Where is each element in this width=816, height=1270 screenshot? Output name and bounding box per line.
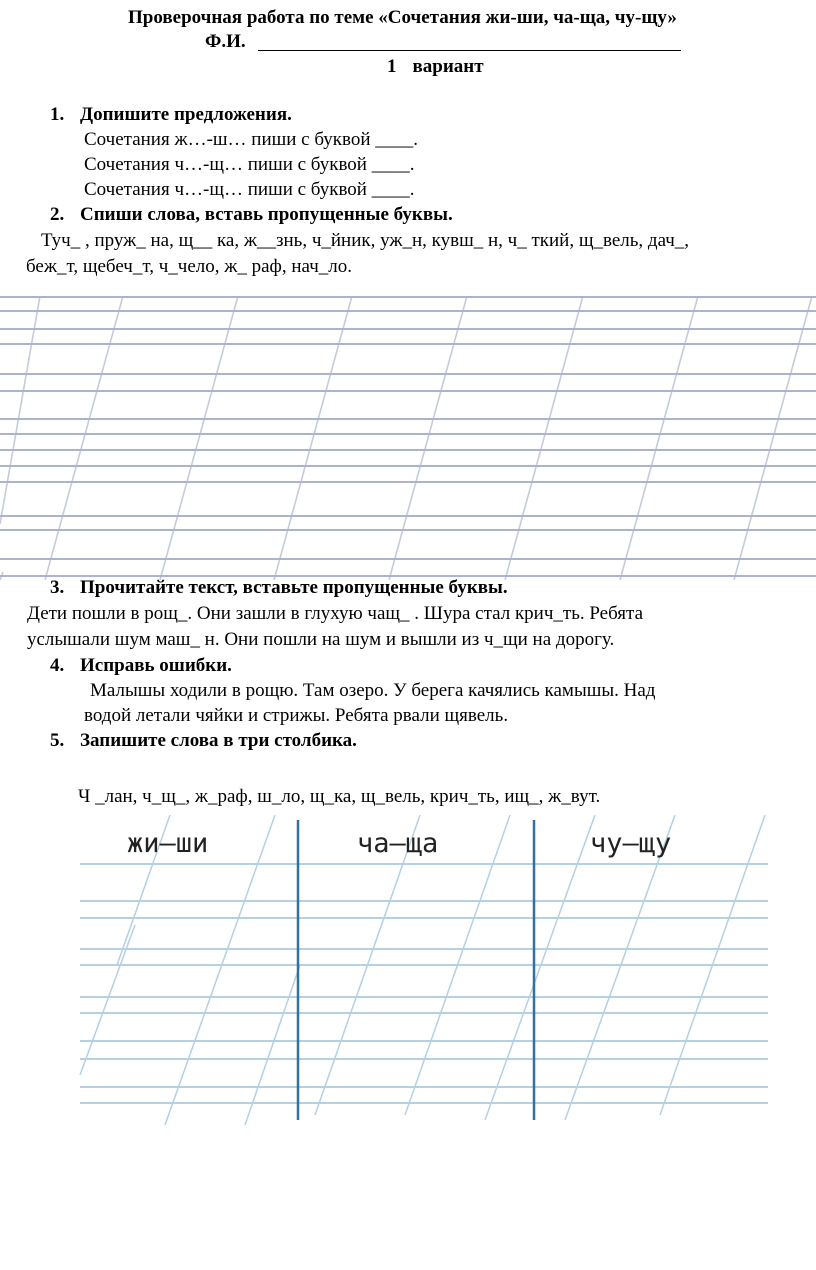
- task1-line-2: Сочетания ч…-щ… пиши с буквой ____.: [84, 154, 415, 175]
- task4-text-line-1: Малышы ходили в рощю. Там озеро. У берега качялись камышы. Над: [90, 680, 656, 701]
- task4-title: Исправь ошибки.: [80, 655, 232, 676]
- task4-heading: [50, 655, 232, 677]
- task3-number: 3.: [50, 577, 65, 598]
- task2-words-line-2: беж_т, щебеч_т, ч_чело, ж_ раф, нач_ло.: [26, 256, 352, 277]
- task1-line-3: Сочетания ч…-щ… пиши с буквой ____.: [84, 179, 415, 200]
- task5-word-list: Ч _лан, ч_щ_, ж_раф, ш_ло, щ_ка, щ_вель, крич_ть, ищ_, ж_вут.: [78, 786, 601, 807]
- writing-grid-columns[interactable]: [75, 815, 775, 1125]
- task1-heading: [50, 104, 292, 126]
- column-header-zhi-shi: жи–ши: [127, 828, 209, 859]
- task2-words-line-1: Туч_ , пруж_ на, щ__ ка, ж__знь, ч_йник, уж_н, кувш_ н, ч_ ткий, щ_вель, дач_,: [41, 230, 690, 251]
- column-header-cha-shcha: ча–ща: [357, 828, 439, 859]
- task2-heading: [50, 204, 453, 226]
- task2-number: 2.: [50, 204, 65, 225]
- variant-number: 1: [387, 56, 397, 77]
- variant-word: вариант: [412, 56, 484, 77]
- task4-number: 4.: [50, 655, 65, 676]
- task5-title: Запишите слова в три столбика.: [80, 730, 357, 751]
- task2-title: Спиши слова, вставь пропущенные буквы.: [80, 204, 453, 225]
- variant-label: [387, 56, 484, 78]
- task1-line-1: Сочетания ж…-ш… пиши с буквой ____.: [84, 129, 419, 150]
- page-title: Проверочная работа по теме «Сочетания жи-ши, ча-ща, чу-щу»: [128, 7, 677, 28]
- column-header-chu-shchu: чу–щу: [590, 828, 672, 859]
- task3-title: Прочитайте текст, вставьте пропущенные буквы.: [80, 577, 508, 598]
- task3-text-line-1: Дети пошли в рощ_. Они зашли в глухую чащ_ . Шура стал крич_ть. Ребята: [27, 603, 644, 624]
- task5-number: 5.: [50, 730, 65, 751]
- task5-heading: [50, 730, 357, 752]
- task3-heading: [50, 577, 508, 599]
- fio-label: Ф.И.: [205, 31, 246, 52]
- task1-title: Допишите предложения.: [80, 104, 292, 125]
- fio-blank-line[interactable]: [258, 50, 681, 51]
- writing-grid-task2[interactable]: [0, 296, 816, 580]
- task4-text-line-2: водой летали чяйки и стрижы. Ребята рвали щявель.: [84, 705, 509, 726]
- task1-number: 1.: [50, 104, 65, 125]
- task3-text-line-2: услышали шум маш_ н. Они пошли на шум и вышли из ч_щи на дорогу.: [27, 629, 615, 650]
